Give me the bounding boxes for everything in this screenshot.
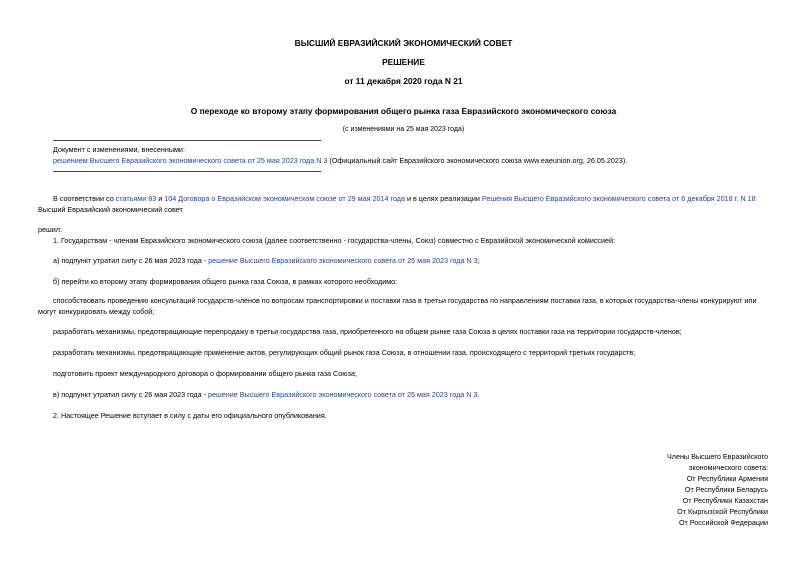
subparagraph-a: [53, 256, 480, 265]
signature-line-2: экономического совета:: [688, 463, 768, 472]
paragraph-1: 1. Государствам - членам Евразийского экономического союза (далее соответственно - государства-члены, Союз) совместно с Евразийской экономической комиссией:: [53, 236, 616, 245]
link-treaty[interactable]: 104 Договора о Евразийском экономическом союзе от 29 мая 2014 года: [164, 194, 405, 203]
amendment-link[interactable]: решением Высшего Евразийского экономического совета от 25 мая 2023 года N 3: [53, 156, 328, 165]
link-decision-18[interactable]: Решения Высшего Евразийского экономического совета от 6 декабря 2018 г. N 18: [481, 194, 756, 203]
subparagraph-a-link[interactable]: решение Высшего Евразийского экономического совета от 25 мая 2023 года N 3: [208, 256, 478, 265]
resolved-label: решил:: [38, 225, 62, 234]
subparagraph-v-text: в) подпункт утратил силу с 26 мая 2023 года -: [53, 390, 208, 399]
date-number-heading: от 11 декабря 2020 года N 21: [344, 76, 463, 86]
amendment-tail: (Официальный сайт Евразийского экономического союза www.eaeunion.org, 26.05.2023).: [327, 156, 628, 165]
subparagraph-a-tail: ;: [477, 256, 480, 265]
signature-line-1: Члены Высшего Евразийского: [666, 452, 768, 461]
signature-armenia: От Республики Армения: [686, 474, 768, 483]
signature-kyrgyzstan: От Кыргызской Республики: [677, 507, 768, 516]
amendments-intro: Документ с изменениями, внесенными:: [53, 145, 185, 154]
subparagraph-b-item-1: способствовать проведению консультаций государств-членов по вопросам транспортировки и поставки газа в третьи государства по направлениям поставки газа, в которых государства-члены конкурируют или могут конкурировать между собой;: [38, 296, 757, 316]
subparagraph-v-link[interactable]: решение Высшего Евразийского экономического совета от 25 мая 2023 года N 3: [208, 390, 478, 399]
subparagraph-b-item-4: подготовить проект международного договора о формировании общего рынка газа Союза;: [53, 369, 357, 378]
preamble-text-2: и: [156, 194, 165, 203]
org-heading: ВЫСШИЙ ЕВРАЗИЙСКИЙ ЭКОНОМИЧЕСКИЙ СОВЕТ: [294, 38, 513, 48]
preamble-paragraph: [38, 194, 768, 215]
amendments-bottom-rule: [53, 171, 321, 172]
subparagraph-v: [53, 390, 479, 399]
subparagraph-b-item-2: разработать механизмы, предотвращающие перепродажу в третьи государства газа, приобретенного на общем рынке газа Союза в целях поставки газа на территории государств-членов;: [53, 327, 682, 336]
paragraph-2: 2. Настоящее Решение вступает в силу с даты его официального опубликования.: [53, 411, 327, 420]
signature-russia: От Российской Федерации: [678, 518, 768, 527]
subparagraph-b-item-3: разработать механизмы, предотвращающие применение актов, регулирующих общий рынок газа Союза, в отношении газа, происходящего с территорий третьих государств;: [53, 348, 636, 357]
preamble-text-4: Высший Евразийский экономический совет: [38, 204, 183, 214]
preamble-text-3: и в целях реализации: [404, 194, 482, 203]
subparagraph-v-tail: .: [477, 390, 480, 399]
subparagraph-a-text: а) подпункт утратил силу с 26 мая 2023 года -: [53, 256, 209, 265]
amended-note: (с изменениями на 25 мая 2023 года): [342, 126, 465, 133]
link-article-83[interactable]: статьями 83: [115, 194, 157, 203]
document-title: О переходе ко второму этапу формирования общего рынка газа Евразийского экономического союза: [190, 106, 617, 116]
amendments-top-rule: [53, 140, 321, 141]
signature-kazakhstan: От Республики Казахстан: [682, 496, 768, 505]
preamble-text-1: В соответствии со: [53, 194, 116, 203]
amendments-line: [53, 156, 627, 165]
doc-type-heading: РЕШЕНИЕ: [382, 57, 425, 67]
subparagraph-b: б) перейти ко второму этапу формирования общего рынка газа Союза, в рамках которого необходимо:: [53, 277, 398, 286]
signature-belarus: От Республики Беларусь: [684, 485, 768, 494]
